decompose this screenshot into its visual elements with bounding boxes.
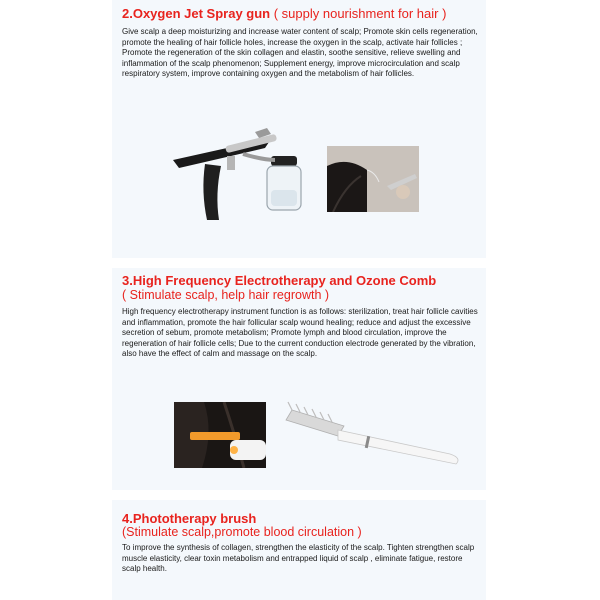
section-high-frequency-comb [112,268,486,490]
section-phototherapy-brush [112,500,486,600]
section-description: Give scalp a deep moisturizing and increase water content of scalp; Promote skin cells regeneration, promote the healing of hair follicle holes, increase the oxygen in the scalp, activate hair follicles ; Promote the regeneration of the skin collagen and elastin, soothe sensitive, relieve swelling and inflammation of the scalp phenomenon; Supplement energy, improve microcirculation and scalp respiratory system, improve containing oxygen and the metabolism of hair follicles. [122,27,478,79]
section-title: 2.Oxygen Jet Spray gun ( supply nourishment for hair ) [122,6,447,21]
section-subtitle: (Stimulate scalp,promote blood circulation ) [122,525,362,539]
comb-in-hair-photo [174,402,266,468]
section-description: To improve the synthesis of collagen, strengthen the elasticity of the scalp. Tighten strengthen scalp muscle elasticity, clear toxin metabolism and entrapped liquid of scalp , eliminate fatigue, restore scalp health. [122,543,475,574]
section-description: High frequency electrotherapy instrument function is as follows: sterilization, treat hair follicle cavities and inflammation, promote the hair follicular scalp wound healing; reduce and adjust the excessive secretion of sebum, promote metabolism; Promote lymph and blood circulation, improve the regeneration of hair follicle cells; Due to the current conduction electrode generated by the vibration, also have the effect of calm and massage on the scalp. [122,307,478,359]
section-title: 3.High Frequency Electrotherapy and Ozone Comb [122,273,437,288]
scalp-spray-photo [327,146,419,212]
section-title: 4.Phototherapy brush [122,511,257,526]
spray-gun-image [167,120,307,235]
section-oxygen-spray [112,0,486,258]
high-frequency-wand-image [274,396,464,468]
section-subtitle: ( Stimulate scalp, help hair regrowth ) [122,288,330,302]
